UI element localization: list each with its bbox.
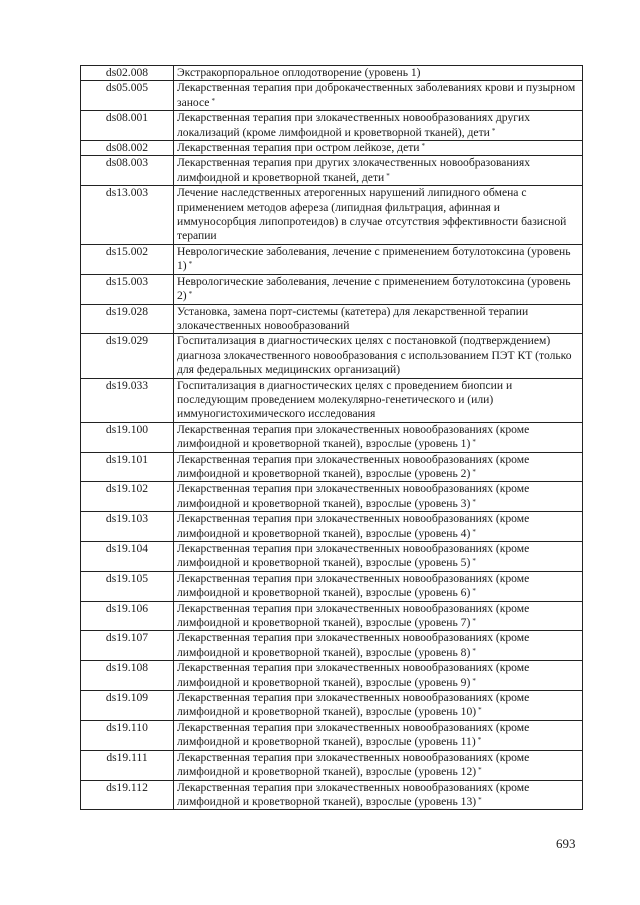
row-description <box>174 334 583 378</box>
row-code: ds15.002 <box>81 244 174 274</box>
row-code: ds19.028 <box>81 304 174 334</box>
row-code: ds19.107 <box>81 631 174 661</box>
row-code: ds19.100 <box>81 422 174 452</box>
table-row <box>81 720 583 750</box>
footnote-asterisk: * <box>491 126 496 135</box>
row-description-text: Неврологические заболевания, лечение с применением ботулотоксина (уровень 2) <box>177 274 571 303</box>
row-description-text: Лекарственная терапия при злокачественных новообразованиях (кроме лимфоидной и кроветворной тканей), взрослые (уровень 9) <box>177 661 530 689</box>
table-row <box>81 661 583 691</box>
row-description <box>174 720 583 750</box>
table-row <box>81 274 583 304</box>
row-description-text: Неврологические заболевания, лечение с применением ботулотоксина (уровень 1) <box>177 244 571 273</box>
row-description <box>174 156 583 186</box>
table-row <box>81 631 583 661</box>
footnote-asterisk: * <box>472 438 476 447</box>
row-description <box>174 378 583 422</box>
footnote-asterisk: * <box>386 171 390 180</box>
row-description <box>174 304 583 334</box>
footnote-asterisk: * <box>472 497 476 506</box>
row-code: ds19.102 <box>81 482 174 512</box>
row-description <box>174 66 583 81</box>
table-row <box>81 452 583 482</box>
row-code: ds19.112 <box>81 780 174 810</box>
row-description-text: Лекарственная терапия при злокачественных новообразованиях (кроме лимфоидной и кроветворной тканей), взрослые (уровень 4) <box>177 512 530 540</box>
table-row <box>81 512 583 542</box>
table-body <box>81 66 583 810</box>
table-row <box>81 141 583 156</box>
row-code: ds19.101 <box>81 452 174 482</box>
table-row <box>81 81 583 111</box>
row-description-text: Госпитализация в диагностических целях с проведением биопсии и последующим проведением молекулярно-генетического и (или) иммуногистохимического исследования <box>177 378 513 421</box>
footnote-asterisk: * <box>472 646 476 655</box>
table-row <box>81 244 583 274</box>
footnote-asterisk: * <box>188 260 193 269</box>
row-description <box>174 452 583 482</box>
row-description <box>174 750 583 780</box>
row-code: ds19.110 <box>81 720 174 750</box>
footnote-asterisk: * <box>472 557 476 566</box>
row-description-text: Лекарственная терапия при злокачественных новообразованиях (кроме лимфоидной и кроветворной тканей), взрослые (уровень 1) <box>177 422 530 451</box>
row-description-text: Лекарственная терапия при доброкачественных заболеваниях крови и пузырном заносе <box>177 81 576 109</box>
row-description <box>174 422 583 452</box>
row-description <box>174 244 583 274</box>
row-code: ds19.029 <box>81 334 174 378</box>
table-row <box>81 571 583 601</box>
row-description <box>174 81 583 111</box>
row-code: ds08.001 <box>81 111 174 141</box>
row-code: ds19.104 <box>81 542 174 572</box>
row-description-text: Лекарственная терапия при злокачественных новообразованиях (кроме лимфоидной и кроветворной тканей), взрослые (уровень 7) <box>177 601 530 630</box>
table-row <box>81 334 583 378</box>
row-description <box>174 601 583 631</box>
row-description-text: Лекарственная терапия при злокачественных новообразованиях (кроме лимфоидной и кроветворной тканей), взрослые (уровень 3) <box>177 482 530 510</box>
row-code: ds19.108 <box>81 661 174 691</box>
row-code: ds19.105 <box>81 571 174 601</box>
row-description-text: Лекарственная терапия при злокачественных новообразованиях (кроме лимфоидной и кроветворной тканей), взрослые (уровень 10) <box>177 691 530 719</box>
table-row <box>81 691 583 721</box>
row-description-text: Лекарственная терапия при злокачественных новообразованиях (кроме лимфоидной и кроветворной тканей), взрослые (уровень 12) <box>177 750 530 779</box>
row-code: ds13.003 <box>81 186 174 245</box>
footnote-asterisk: * <box>472 527 476 536</box>
footnote-asterisk: * <box>477 736 482 745</box>
row-description-text: Установка, замена порт-системы (катетера) для лекарственной терапии злокачественных новообразований <box>177 304 529 332</box>
footnote-asterisk: * <box>188 290 193 299</box>
table-row <box>81 542 583 572</box>
table-row <box>81 186 583 245</box>
row-description <box>174 571 583 601</box>
row-description-text: Лекарственная терапия при других злокачественных новообразованиях лимфоидной и кроветворной тканей, дети <box>177 156 530 184</box>
row-description-text: Лекарственная терапия при злокачественных новообразованиях (кроме лимфоидной и кроветворной тканей), взрослые (уровень 6) <box>177 571 530 600</box>
row-description-text: Лекарственная терапия при остром лейкозе, дети <box>177 141 420 155</box>
row-code: ds19.109 <box>81 691 174 721</box>
table-row <box>81 111 583 141</box>
page-number: 693 <box>556 836 576 851</box>
footnote-asterisk: * <box>478 706 482 715</box>
row-description-text: Лекарственная терапия при злокачественных новообразованиях (кроме лимфоидной и кроветворной тканей), взрослые (уровень 8) <box>177 631 530 659</box>
table-row <box>81 780 583 810</box>
footnote-asterisk: * <box>472 467 476 476</box>
footnote-asterisk: * <box>421 142 425 151</box>
row-description <box>174 186 583 245</box>
row-description <box>174 482 583 512</box>
row-code: ds08.002 <box>81 141 174 156</box>
row-description <box>174 631 583 661</box>
row-description-text: Лекарственная терапия при злокачественных новообразованиях других локализаций (кроме лимфоидной и кроветворной тканей), дети <box>177 111 530 139</box>
table-row <box>81 156 583 186</box>
row-description <box>174 542 583 572</box>
footnote-asterisk: * <box>478 795 482 804</box>
row-description <box>174 111 583 141</box>
table-row <box>81 750 583 780</box>
row-description-text: Лекарственная терапия при злокачественных новообразованиях (кроме лимфоидной и кроветворной тканей), взрослые (уровень 2) <box>177 452 530 480</box>
table-row <box>81 601 583 631</box>
row-description-text: Лекарственная терапия при злокачественных новообразованиях (кроме лимфоидной и кроветворной тканей), взрослые (уровень 11) <box>177 720 530 749</box>
row-description <box>174 512 583 542</box>
row-description-text: Лекарственная терапия при злокачественных новообразованиях (кроме лимфоидной и кроветворной тканей), взрослые (уровень 5) <box>177 542 530 570</box>
row-description-text: Лекарственная терапия при злокачественных новообразованиях (кроме лимфоидной и кроветворной тканей), взрослые (уровень 13) <box>177 780 530 808</box>
row-code: ds02.008 <box>81 66 174 81</box>
row-code: ds08.003 <box>81 156 174 186</box>
row-description <box>174 691 583 721</box>
row-description-text: Лечение наследственных атерогенных нарушений липидного обмена с применением методов афереза (липидная фильтрация, афинная и иммуносорбция липопротеидов) в случае отсутствия эффективности базисной терапии <box>177 186 567 243</box>
footnote-asterisk: * <box>478 766 482 775</box>
footnote-asterisk: * <box>472 676 476 685</box>
row-description <box>174 661 583 691</box>
row-description-text: Экстракорпоральное оплодотворение (уровень 1) <box>177 66 421 79</box>
ksg-code-table <box>80 65 583 810</box>
row-code: ds19.111 <box>81 750 174 780</box>
table-row <box>81 66 583 81</box>
row-code: ds19.106 <box>81 601 174 631</box>
row-description <box>174 141 583 156</box>
row-code: ds05.005 <box>81 81 174 111</box>
row-description <box>174 274 583 304</box>
row-code: ds19.033 <box>81 378 174 422</box>
footnote-asterisk: * <box>472 617 476 626</box>
row-description-text: Госпитализация в диагностических целях с постановкой (подтверждением) диагноза злокачественного новообразования с использованием ПЭТ КТ (только для федеральных медицинских организаций) <box>177 334 572 377</box>
table-row <box>81 378 583 422</box>
table-row <box>81 482 583 512</box>
row-code: ds15.003 <box>81 274 174 304</box>
footnote-asterisk: * <box>211 96 215 105</box>
footnote-asterisk: * <box>472 587 476 596</box>
table-row <box>81 304 583 334</box>
table-row <box>81 422 583 452</box>
row-code: ds19.103 <box>81 512 174 542</box>
row-description <box>174 780 583 810</box>
